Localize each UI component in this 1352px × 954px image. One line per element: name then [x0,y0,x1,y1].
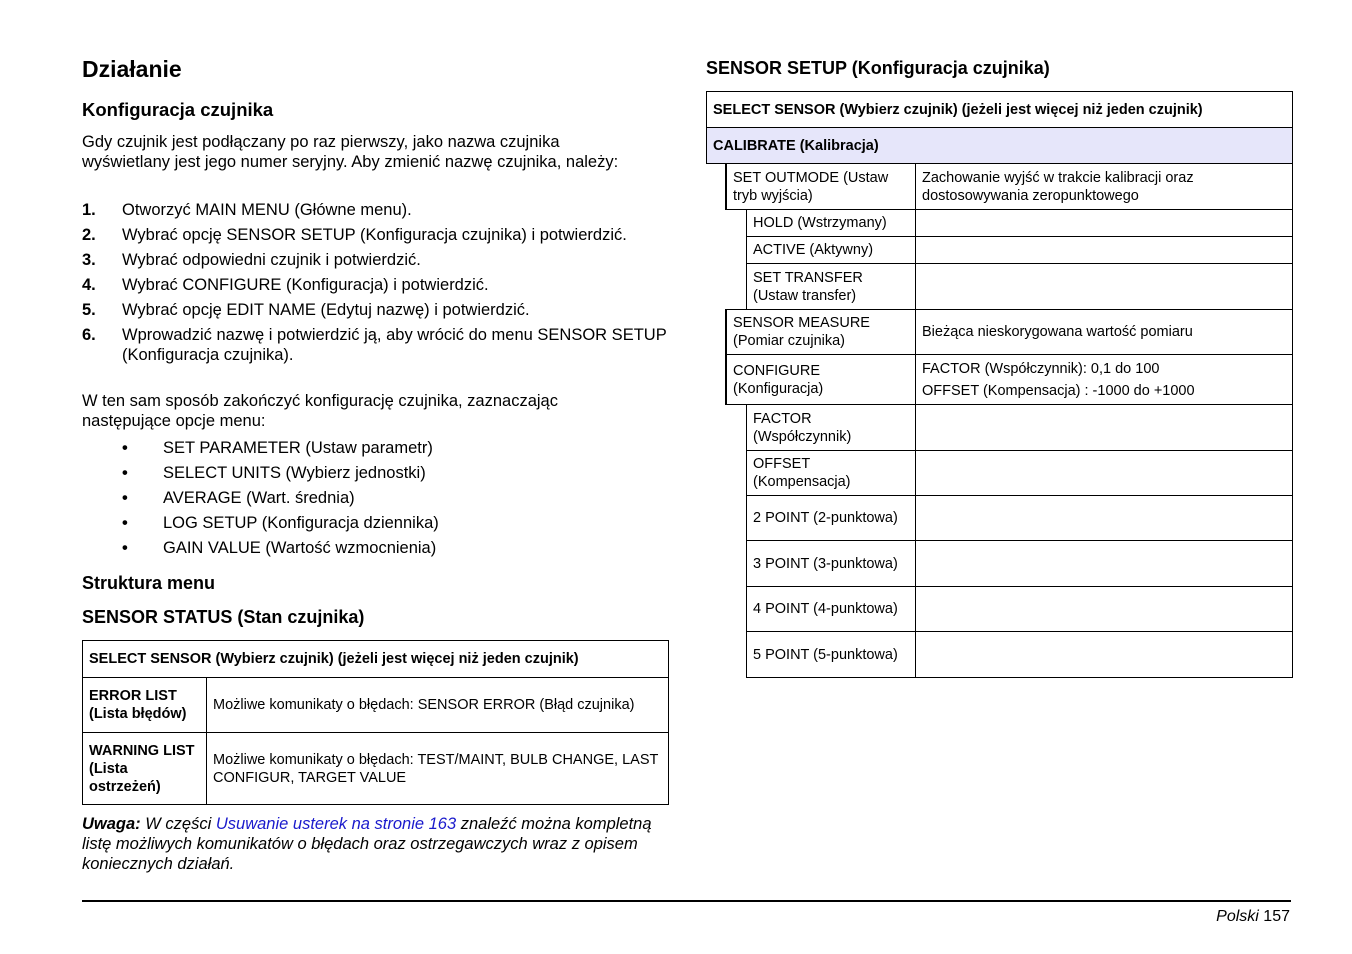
step-text: Otworzyć MAIN MENU (Główne menu). [122,201,412,219]
step-text: Wybrać CONFIGURE (Konfiguracja) i potwierdzić. [122,276,489,294]
bullet-text: LOG SETUP (Konfiguracja dziennika) [163,514,439,532]
page-footer [1216,908,1290,926]
table-cell: ERROR LIST (Lista błędów) [82,677,207,733]
factor-range: FACTOR (Współczynnik): 0,1 do 100 [922,360,1160,377]
list-item [82,250,670,270]
configure-desc-cell [915,354,1293,405]
intro-paragraph: Gdy czujnik jest podłączany po raz pierwszy, jako nazwa czujnika wyświetlany jest jego numer seryjny. Aby zmienić nazwę czujnika, należy: [82,133,619,171]
step-number: 3. [82,251,96,269]
sensor-status-title: SENSOR STATUS (Stan czujnika) [82,607,365,627]
table-cell: 2 POINT (2-punktowa) [746,495,916,541]
menu-structure-title: Struktura menu [82,573,216,593]
table-cell: SET OUTMODE (Ustaw tryb wyjścia) [726,163,916,210]
options-list [82,438,670,563]
list-item [82,200,670,220]
bullet-text: SET PARAMETER (Ustaw parametr) [163,439,433,457]
calibrate-row: CALIBRATE (Kalibracja) [706,127,1293,164]
section-title: Konfiguracja czujnika [82,99,274,120]
bullet: • [122,439,128,457]
table-cell: Bieżąca nieskorygowana wartość pomiaru [915,309,1293,355]
step-text: Wprowadzić nazwę i potwierdzić ją, aby wrócić do menu SENSOR SETUP (Konfiguracja czujnika). [122,326,667,364]
table-cell: SENSOR MEASURE (Pomiar czujnika) [726,309,916,355]
table-cell: HOLD (Wstrzymany) [746,209,916,237]
table-cell: 3 POINT (3-punktowa) [746,540,916,587]
list-item [82,488,670,508]
sensor-setup-title: SENSOR SETUP (Konfiguracja czujnika) [706,58,1050,78]
table-cell [915,263,1293,310]
step-number: 1. [82,201,96,219]
table-cell: OFFSET (Kompensacja) [746,450,916,496]
table-cell: FACTOR (Współczynnik) [746,404,916,451]
bullet: • [122,489,128,507]
bullet-text: GAIN VALUE (Wartość wzmocnienia) [163,539,437,557]
note-label: Uwaga: [82,815,141,833]
footer-rule [82,900,1291,902]
bullet: • [122,464,128,482]
bullet-text: SELECT UNITS (Wybierz jednostki) [163,464,426,482]
list-item [82,438,670,458]
step-text: Wybrać opcję EDIT NAME (Edytuj nazwę) i potwierdzić. [122,301,530,319]
note-text: znaleźć można kompletną listę możliwych komunikatów o błędach oraz ostrzegawczych wraz z opisem koniecznych działań. [82,815,652,873]
table-cell [915,540,1293,587]
after-steps-paragraph: W ten sam sposób zakończyć konfigurację czujnika, zaznaczając następujące opcje menu: [82,392,558,430]
note-paragraph [82,814,672,874]
step-number: 4. [82,276,96,294]
step-number: 2. [82,226,96,244]
table-cell [915,450,1293,496]
bullet: • [122,514,128,532]
table-cell: ACTIVE (Aktywny) [746,236,916,264]
page-number: 157 [1263,908,1290,925]
table-cell: 4 POINT (4-punktowa) [746,586,916,632]
step-number: 5. [82,301,96,319]
list-item [82,300,670,320]
page-title: Działanie [82,56,182,82]
table-cell [915,209,1293,237]
table-cell: Możliwe komunikaty o błędach: SENSOR ERROR (Błąd czujnika) [206,677,669,733]
list-item [82,538,670,558]
table-cell: SET TRANSFER (Ustaw transfer) [746,263,916,310]
table-cell: Możliwe komunikaty o błędach: TEST/MAINT, BULB CHANGE, LAST CONFIGUR, TARGET VALUE [206,732,669,805]
footer-language: Polski [1216,908,1259,925]
list-item [82,225,670,245]
table-cell [915,495,1293,541]
table-cell: CONFIGURE (Konfiguracja) [726,354,916,405]
step-text: Wybrać opcję SENSOR SETUP (Konfiguracja czujnika) i potwierdzić. [122,226,627,244]
list-item [82,513,670,533]
bullet: • [122,539,128,557]
troubleshooting-link[interactable]: Usuwanie usterek na stronie 163 [215,815,457,833]
steps-list [82,200,670,370]
table-header: SELECT SENSOR (Wybierz czujnik) (jeżeli jest więcej niż jeden czujnik) [706,91,1293,128]
note-text: W części [140,815,216,833]
table-cell [915,404,1293,451]
list-item [82,275,670,295]
table-cell [915,586,1293,632]
table-cell: Zachowanie wyjść w trakcie kalibracji oraz dostosowywania zeropunktowego [915,163,1293,210]
table-cell [915,236,1293,264]
bullet-text: AVERAGE (Wart. średnia) [163,489,355,507]
table-header: SELECT SENSOR (Wybierz czujnik) (jeżeli jest więcej niż jeden czujnik) [82,640,669,678]
table-cell: WARNING LIST (Lista ostrzeżeń) [82,732,207,805]
table-cell [915,631,1293,678]
offset-range: OFFSET (Kompensacja) : -1000 do +1000 [922,382,1195,399]
step-text: Wybrać odpowiedni czujnik i potwierdzić. [122,251,421,269]
step-number: 6. [82,326,96,344]
table-cell: 5 POINT (5-punktowa) [746,631,916,678]
list-item [82,463,670,483]
list-item [82,325,670,365]
